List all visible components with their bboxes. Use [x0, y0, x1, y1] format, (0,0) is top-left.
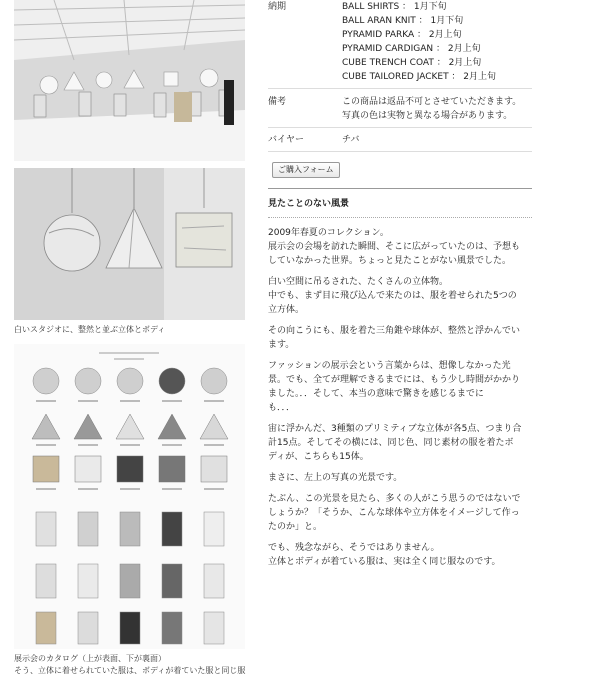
notes-line: この商品は返品不可とさせていただきます。 — [342, 97, 522, 107]
catalog-image — [14, 344, 245, 649]
delivery-label: 納期 — [268, 2, 287, 12]
paragraph-line: ファッションの展示会という言葉からは、想像しなかった光 — [268, 361, 511, 371]
paragraph-line: 景。でも、全てが理解できるまでには、もう少し時間がかかり — [268, 375, 521, 385]
buyer-row — [268, 128, 532, 152]
paragraph-line: 宙に浮かんだ、3種類のプリミティブな立体が各5点、つまり合 — [268, 424, 522, 434]
paragraph — [268, 541, 532, 569]
paragraph-line: 2009年春夏のコレクション。 — [268, 228, 389, 238]
paragraph-line: 計15点。そしてその横には、同じ色、同じ素材の服を着たボ — [268, 438, 514, 448]
paragraph-line: たのか」と。 — [268, 522, 323, 532]
section-title: 見たことのない風景 — [268, 199, 350, 209]
gallery-photo-image — [14, 0, 245, 161]
delivery-item: BALL SHIRTS ： 1月下旬 — [342, 2, 447, 12]
paragraph-line: ます。 — [268, 340, 295, 350]
purchase-form-button[interactable]: ご購入フォーム — [272, 162, 340, 178]
paragraph-line: 立方体。 — [268, 305, 305, 315]
left-column — [14, 0, 246, 677]
delivery-list — [342, 0, 496, 84]
paragraph-line: 立体とボディが着ている服は、実は全く同じ服なのです。 — [268, 557, 501, 567]
paragraph-line: 白い空間に吊るされた、たくさんの立体物。 — [268, 277, 449, 287]
gallery-photo — [14, 0, 245, 161]
delivery-row — [268, 0, 532, 89]
paragraph-line: ました。．．そして、本当の意味で驚きを感じるまでに — [268, 389, 484, 399]
delivery-item: PYRAMID CARDIGAN ： 2月上旬 — [342, 44, 481, 54]
section-rule — [268, 217, 532, 218]
paragraph — [268, 422, 532, 464]
paragraph-line: も．．． — [268, 403, 296, 413]
catalog-grid-image — [14, 344, 245, 649]
buyer-label: バイヤー — [268, 135, 305, 145]
paragraph — [268, 492, 532, 534]
paragraph — [268, 275, 532, 317]
delivery-item: CUBE TRENCH COAT ： 2月上旬 — [342, 58, 482, 68]
catalog-caption-line1: 展示会のカタログ（上が表面、下が裏面） — [14, 654, 166, 663]
paragraph-line: ディが、こちらも15体。 — [268, 452, 369, 462]
section-divider — [268, 188, 532, 189]
paragraph-line: まさに、左上の写真の光景です。 — [268, 473, 403, 483]
notes-list — [342, 95, 521, 123]
paragraph — [268, 226, 532, 268]
notes-row — [268, 89, 532, 128]
paragraph-line: しょうか？「そうか、こんな球体や立方体をイメージして作っ — [268, 508, 520, 518]
delivery-item: CUBE TAILORED JACKET ： 2月上旬 — [342, 72, 497, 82]
paragraph-line: でも、残念ながら、そうではありません。 — [268, 543, 440, 553]
paragraph — [268, 324, 532, 352]
paragraph-line: 中でも、まず目に飛び込んで来たのは、服を着せられた5つの — [268, 291, 517, 301]
paragraph-line: していなかった世界。ちょっと見たことがない風景でした。 — [268, 256, 512, 266]
delivery-item: PYRAMID PARKA ： 2月上旬 — [342, 30, 462, 40]
catalog-caption-line2: そう、立体に着せられていた服は、ボディが着ていた服と同じ服 — [14, 666, 246, 675]
notes-label: 備考 — [268, 97, 287, 107]
hanging-objects-photo — [14, 168, 245, 320]
hanging-objects-image — [14, 168, 245, 320]
studio-caption: 白いスタジオに、整然と並ぶ立体とボディ — [14, 325, 166, 334]
delivery-item: BALL ARAN KNIT ： 1月下旬 — [342, 16, 464, 26]
paragraph — [268, 471, 532, 485]
buyer-value: チバ — [342, 135, 360, 145]
paragraph-line: たぶん、この光景を見たら、多くの人がこう思うのではないで — [268, 494, 521, 504]
paragraph-line: その向こうにも、服を着た三角錐や球体が、整然と浮かんでい — [268, 326, 521, 336]
right-column — [268, 0, 532, 569]
notes-line: 写真の色は実物と異なる場合があります。 — [342, 111, 513, 121]
paragraph-line: 展示会の会場を訪れた瞬間、そこに広がっていたのは、予想も — [268, 242, 521, 252]
paragraph — [268, 359, 532, 415]
